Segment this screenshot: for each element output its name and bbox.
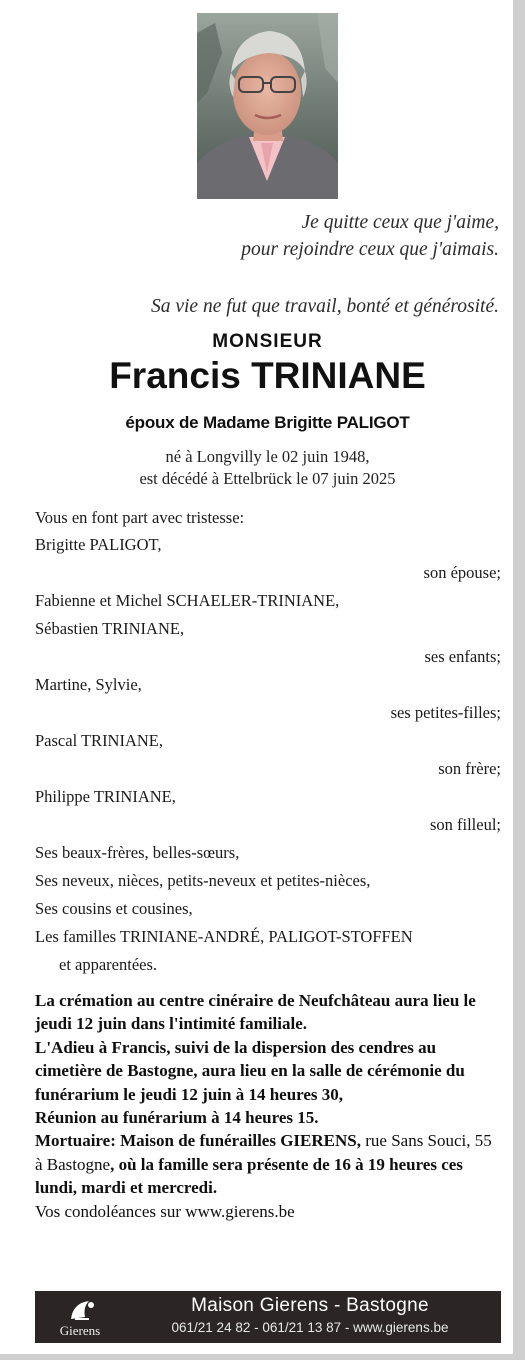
family-line: Brigitte PALIGOT,	[35, 535, 162, 554]
relation-line: son frère;	[438, 759, 501, 778]
family-line: Ses cousins et cousines,	[35, 899, 193, 918]
family-line: Martine, Sylvie,	[35, 675, 142, 694]
family-line: Pascal TRINIANE,	[35, 731, 164, 750]
family-line: Sébastien TRINIANE,	[35, 619, 185, 638]
honorific: MONSIEUR	[212, 331, 323, 352]
announcement-intro: Vous en font part avec tristesse:	[35, 508, 245, 527]
birth-line: né à Longvilly le 02 juin 1948,	[165, 447, 370, 466]
relation-line: ses petites-filles;	[390, 703, 501, 722]
quote-line-1: Je quitte ceux que j'aime,	[301, 212, 499, 233]
birth-death-dates	[0, 446, 525, 490]
family-line: et apparentées.	[59, 955, 158, 974]
gierens-logo	[45, 1297, 115, 1339]
reunion-notice: Réunion au funérarium à 14 heures 15.	[35, 1108, 319, 1128]
relation-line: son filleul;	[429, 815, 501, 834]
family-line: Ses beaux-frères, belles-sœurs,	[35, 843, 240, 862]
mortuary-hours: , où la famille sera présente de 16 à 19 heures ces lundi, mardi et mercredi.	[35, 1154, 463, 1198]
quote-line-2: pour rejoindre ceux que j'aimais.	[241, 239, 499, 260]
mortuary-label: Mortuaire: Maison de funérailles GIERENS,	[35, 1131, 361, 1151]
mortuary-address: rue Sans Souci, 55 à Bastogne	[35, 1131, 492, 1174]
funeral-home-contact: 061/21 24 82 - 061/21 13 87 - www.gierens.be	[171, 1320, 449, 1335]
tribute-line: Sa vie ne fut que travail, bonté et générosité.	[150, 296, 499, 317]
condolences-line: Vos condoléances sur www.gierens.be	[35, 1201, 295, 1221]
family-line: Ses neveux, nièces, petits-neveux et petites-nièces,	[35, 871, 371, 890]
logo-emblem-icon	[45, 1297, 115, 1323]
family-line: Fabienne et Michel SCHAELER-TRINIANE,	[35, 591, 340, 610]
death-line: est décédé à Ettelbrück le 07 juin 2025	[139, 469, 396, 488]
relation-line: son épouse;	[423, 563, 501, 582]
deceased-name: Francis TRINIANE	[109, 355, 426, 396]
farewell-quote	[241, 209, 499, 263]
adieu-notice: L'Adieu à Francis, suivi de la dispersion des cendres au cimetière de Bastogne, aura lieu en la salle de cérémonie du funérarium le jeudi 12 juin à 14 heures 30,	[35, 1037, 465, 1104]
cremation-notice: La crémation au centre cinéraire de Neufchâteau aura lieu le jeudi 12 juin dans l'intimité familiale.	[35, 991, 476, 1034]
funeral-home-name: Maison Gierens - Bastogne	[191, 1295, 429, 1316]
spouse-line: époux de Madame Brigitte PALIGOT	[125, 413, 410, 432]
family-line: Philippe TRINIANE,	[35, 787, 176, 806]
ceremony-details	[35, 989, 503, 1223]
page-edge-rule	[513, 0, 525, 1360]
funeral-home-banner	[35, 1291, 501, 1343]
page-bottom-rule	[0, 1354, 525, 1360]
portrait-photo	[197, 13, 338, 199]
relation-line: ses enfants;	[424, 647, 501, 666]
logo-wordmark: Gierens	[59, 1323, 101, 1338]
family-line: Les familles TRINIANE-ANDRÉ, PALIGOT-STOFFEN	[35, 927, 413, 946]
